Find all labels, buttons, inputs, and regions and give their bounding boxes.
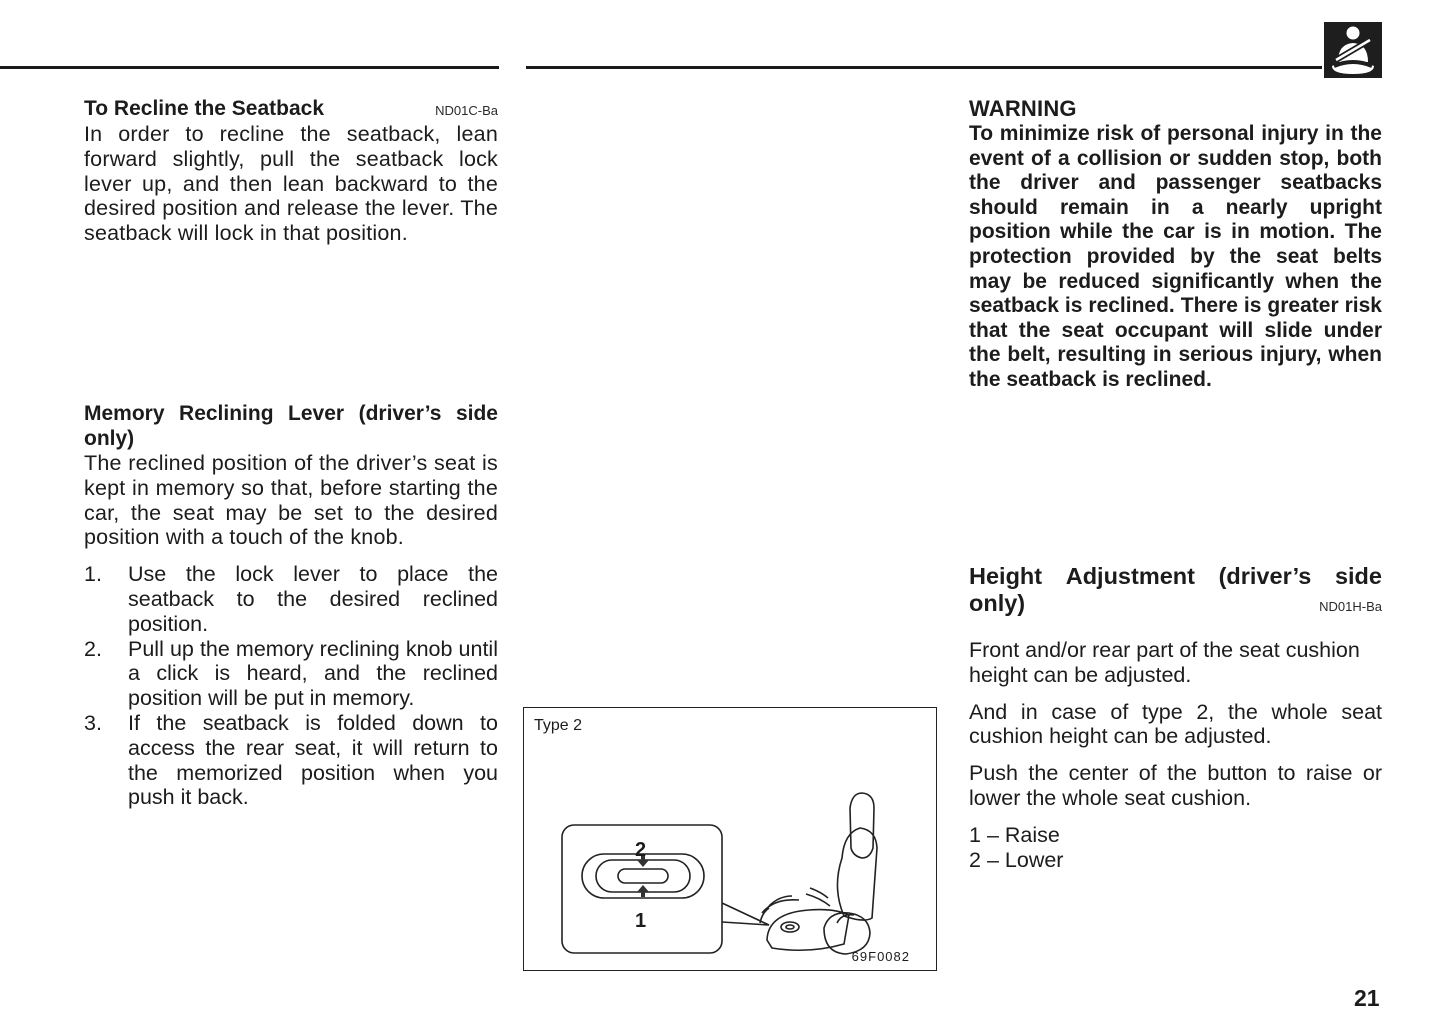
page-number: 21 bbox=[1354, 985, 1380, 1011]
recline-body: In order to recline the seatback, lean forward slightly, pull the seatback lock lever up, and then lean backward to the desired position and release the lever. The seatback will lock in that position. bbox=[84, 122, 498, 246]
legend-sep: – bbox=[986, 847, 999, 872]
warning-title: WARNING bbox=[969, 96, 1077, 121]
step-text: Use the lock lever to place the seatback to the desired reclined position. bbox=[128, 562, 498, 636]
step-text: If the seatback is folded down to access the rear seat, it will return to the memorized position when you push it back. bbox=[128, 710, 498, 810]
height-title-word: side bbox=[1334, 563, 1382, 589]
step-number: 3. bbox=[84, 710, 102, 735]
legend-sep: – bbox=[986, 822, 999, 847]
warning-section bbox=[969, 96, 1382, 393]
height-adjustment-section bbox=[969, 562, 1382, 873]
figure-type-label: Type 2 bbox=[534, 717, 583, 734]
step-text: Pull up the memory reclining knob until a click is heard, and the reclined position will be put in memory. bbox=[128, 636, 498, 711]
height-title-end: only) bbox=[969, 590, 1026, 616]
height-title-word: (driver’s bbox=[1218, 563, 1312, 589]
figure-code: 69F0082 bbox=[851, 949, 910, 964]
seat-height-figure bbox=[523, 707, 937, 971]
header-rule-right bbox=[526, 66, 1322, 69]
recline-section bbox=[84, 96, 498, 246]
legend-key: 1 bbox=[969, 822, 981, 847]
height-paragraph: And in case of type 2, the whole seat cushion height can be adjusted. bbox=[969, 699, 1382, 749]
list-item bbox=[84, 562, 498, 636]
height-title-word: Adjustment bbox=[1065, 563, 1195, 589]
memory-steps bbox=[84, 562, 498, 810]
step-number: 1. bbox=[84, 562, 102, 587]
warning-body: To minimize risk of personal injury in the event of a collision or sudden stop, both the driver and passenger seatbacks should remain in a nearly upright position while the car is in motion. The protection provided by the seat belts may be reduced significantly when the seatback is reclined. There is greater risk that the seat occupant will slide under the belt, resulting in serious injury, when the seatback is reclined. bbox=[969, 122, 1382, 391]
step-number: 2. bbox=[84, 636, 102, 661]
seat-illustration bbox=[524, 708, 938, 972]
height-title-line2 bbox=[969, 590, 1382, 616]
legend-value: Raise bbox=[1004, 822, 1060, 847]
height-paragraph: Push the center of the button to raise or lower the whole seat cushion. bbox=[969, 761, 1382, 810]
figure-label-raise: 1 bbox=[635, 910, 647, 932]
height-code: ND01H-Ba bbox=[1319, 599, 1382, 614]
memory-section bbox=[84, 401, 498, 810]
legend-item-lower bbox=[969, 848, 1382, 873]
memory-body: The reclined position of the driver’s seat is kept in memory so that, before starting the car, the seat may be set to the desired position with a touch of the knob. bbox=[84, 451, 498, 550]
list-item bbox=[84, 637, 498, 711]
legend-value: Lower bbox=[1004, 847, 1064, 872]
recline-title: To Recline the Seatback bbox=[84, 97, 325, 120]
list-item bbox=[84, 711, 498, 810]
height-title-word: Height bbox=[969, 563, 1043, 589]
figure-label-lower: 2 bbox=[635, 839, 647, 861]
seatbelt-icon bbox=[1324, 22, 1382, 78]
header-rule-left bbox=[0, 66, 499, 69]
height-title-line1 bbox=[969, 562, 1382, 590]
recline-code: ND01C-Ba bbox=[435, 103, 498, 118]
memory-title: Memory Reclining Lever (driver’s side only) bbox=[84, 402, 498, 450]
height-paragraph: Front and/or rear part of the seat cushion height can be adjusted. bbox=[969, 638, 1360, 687]
legend-key: 2 bbox=[969, 847, 981, 872]
legend-item-raise bbox=[969, 823, 1382, 848]
